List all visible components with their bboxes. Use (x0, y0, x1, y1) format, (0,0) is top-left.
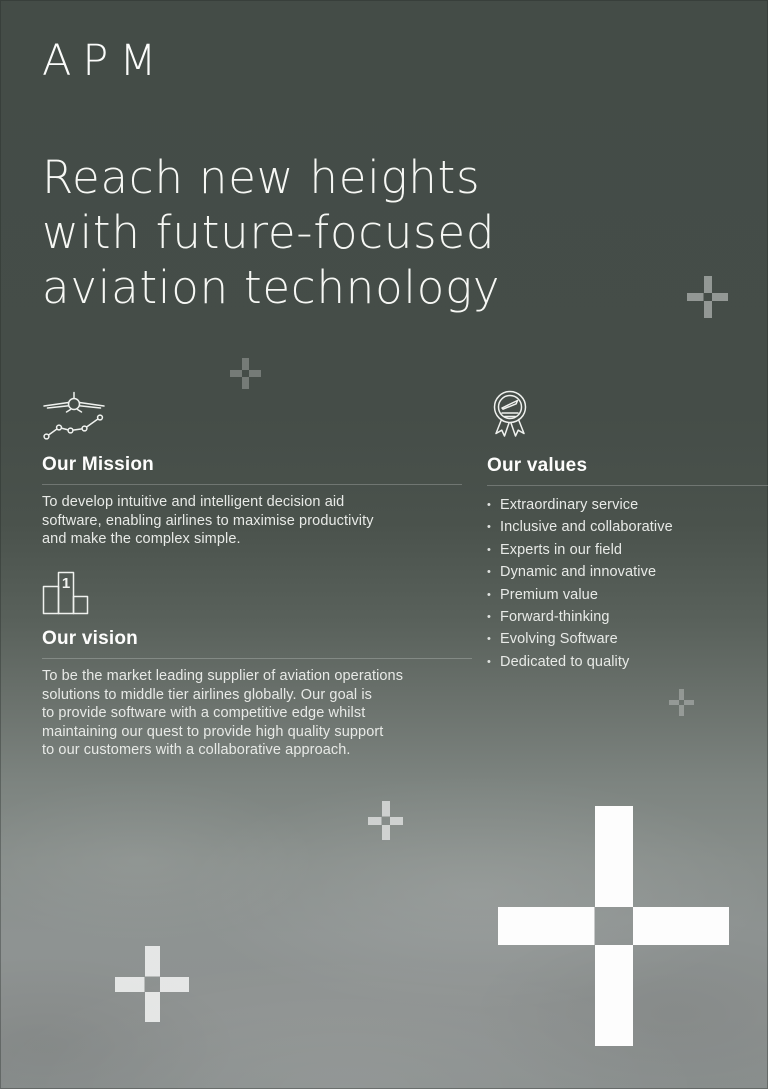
hero-heading (42, 150, 662, 315)
svg-text:1: 1 (61, 575, 71, 592)
apm-logo: APM (42, 36, 168, 86)
plus-decoration-bottom-left (115, 946, 189, 1022)
plus-decoration-hero-right (687, 276, 728, 318)
vision-section (42, 571, 472, 760)
values-list-item: • Evolving Software (487, 628, 768, 650)
podium-icon (42, 571, 472, 615)
values-list-item: • Extraordinary service (487, 494, 768, 516)
plus-decoration-center (368, 801, 403, 840)
values-list (487, 494, 768, 673)
values-list-item: • Dedicated to quality (487, 651, 768, 673)
vision-body-line: to provide software with a competitive edge whilst (42, 705, 366, 722)
values-list-item: • Dynamic and innovative (487, 561, 768, 583)
plus-decoration-large (498, 806, 729, 1046)
vision-body-line: solutions to middle tier airlines globally. Our goal is (42, 686, 373, 703)
vision-body-line: to our customers with a collaborative approach. (42, 742, 351, 759)
vision-title: Our vision (42, 628, 138, 649)
hero-heading-line: with future-focused (42, 206, 496, 259)
values-list-item: • Forward-thinking (487, 606, 768, 628)
values-title: Our values (487, 455, 588, 476)
plus-decoration-above-mission (230, 358, 261, 389)
plus-decoration-right-mid (669, 689, 694, 716)
hero-heading-line: aviation technology (42, 261, 501, 314)
mission-title: Our Mission (42, 454, 154, 475)
values-list-item: • Premium value (487, 584, 768, 606)
mission-body-line: and make the complex simple. (42, 531, 241, 548)
values-list-item: • Inclusive and collaborative (487, 516, 768, 538)
vision-body-line: maintaining our quest to provide high quality support (42, 723, 384, 740)
hero-heading-line: Reach new heights (42, 151, 481, 204)
values-divider (487, 485, 768, 486)
mission-body (42, 493, 462, 549)
mission-divider (42, 484, 462, 485)
values-list-item: • Experts in our field (487, 539, 768, 561)
vision-body (42, 667, 472, 760)
award-plane-icon (487, 388, 768, 446)
vision-divider (42, 658, 472, 659)
mission-section (42, 391, 462, 549)
plane-growth-chart-icon (42, 391, 462, 441)
values-section (487, 388, 768, 673)
mission-body-line: software, enabling airlines to maximise productivity (42, 512, 374, 529)
vision-body-line: To be the market leading supplier of aviation operations (42, 668, 404, 684)
mission-body-line: To develop intuitive and intelligent decision aid (42, 494, 345, 510)
